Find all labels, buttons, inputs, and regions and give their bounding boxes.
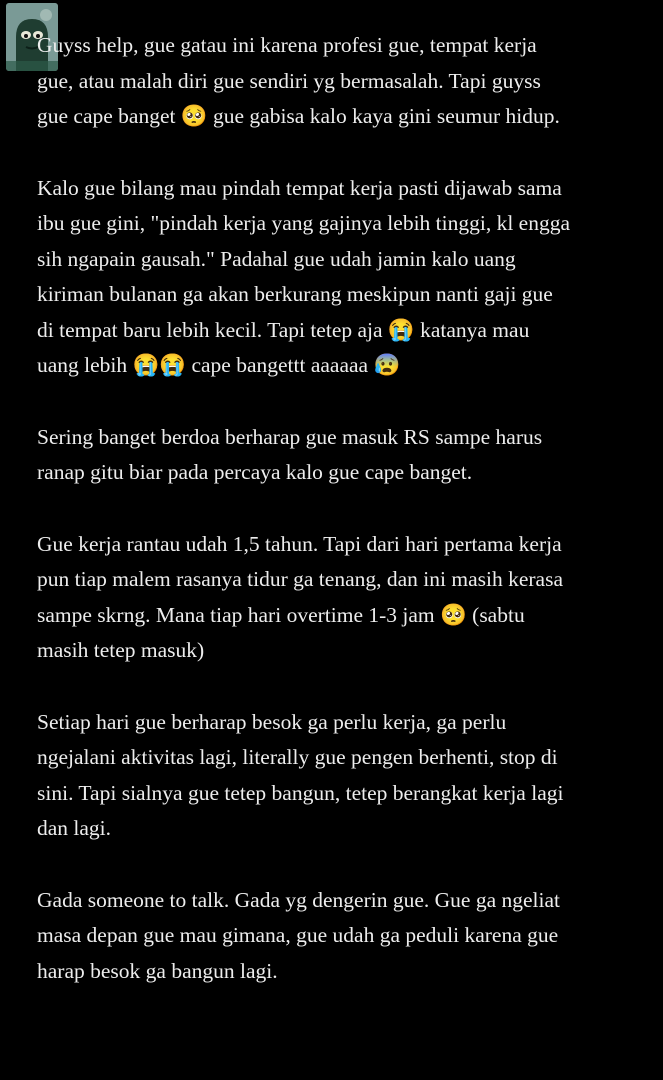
paragraph-6: Gada someone to talk. Gada yg dengerin gue. Gue ga ngeliat masa depan gue mau gimana, gue udah ga peduli karena gue harap besok ga bangun lagi. xyxy=(37,887,560,983)
post-body xyxy=(37,28,637,1025)
paragraph-2: Kalo gue bilang mau pindah tempat kerja pasti dijawab sama ibu gue gini, "pindah kerja yang gajinya lebih tinggi, kl engga sih ngapain gausah." Padahal gue udah jamin kalo uang kiriman bulanan ga akan berkurang meskipun nanti gaji gue di tempat baru lebih kecil. Tapi tetep aja 😭 katanya mau uang lebih 😭😭 cape bangettt aaaaaa 😰 xyxy=(37,175,571,377)
paragraph-3: Sering banget berdoa berharap gue masuk RS sampe harus ranap gitu biar pada percaya kalo gue cape banget. xyxy=(37,424,543,484)
paragraph-5: Setiap hari gue berharap besok ga perlu kerja, ga perlu ngejalani aktivitas lagi, literally gue pengen berhenti, stop di sini. Tapi sialnya gue tetep bangun, tetep berangkat kerja lagi dan lagi. xyxy=(37,709,564,840)
paragraph-1: Guyss help, gue gatau ini karena profesi gue, tempat kerja gue, atau malah diri gue sendiri yg bermasalah. Tapi guyss gue cape banget 🥺 gue gabisa kalo kaya gini seumur hidup. xyxy=(37,33,560,128)
paragraph-4: Gue kerja rantau udah 1,5 tahun. Tapi dari hari pertama kerja pun tiap malem rasanya tidur ga tenang, dan ini masih kerasa sampe skrng. Mana tiap hari overtime 1-3 jam 🥺 (sabtu masih tetep masuk) xyxy=(37,531,563,662)
